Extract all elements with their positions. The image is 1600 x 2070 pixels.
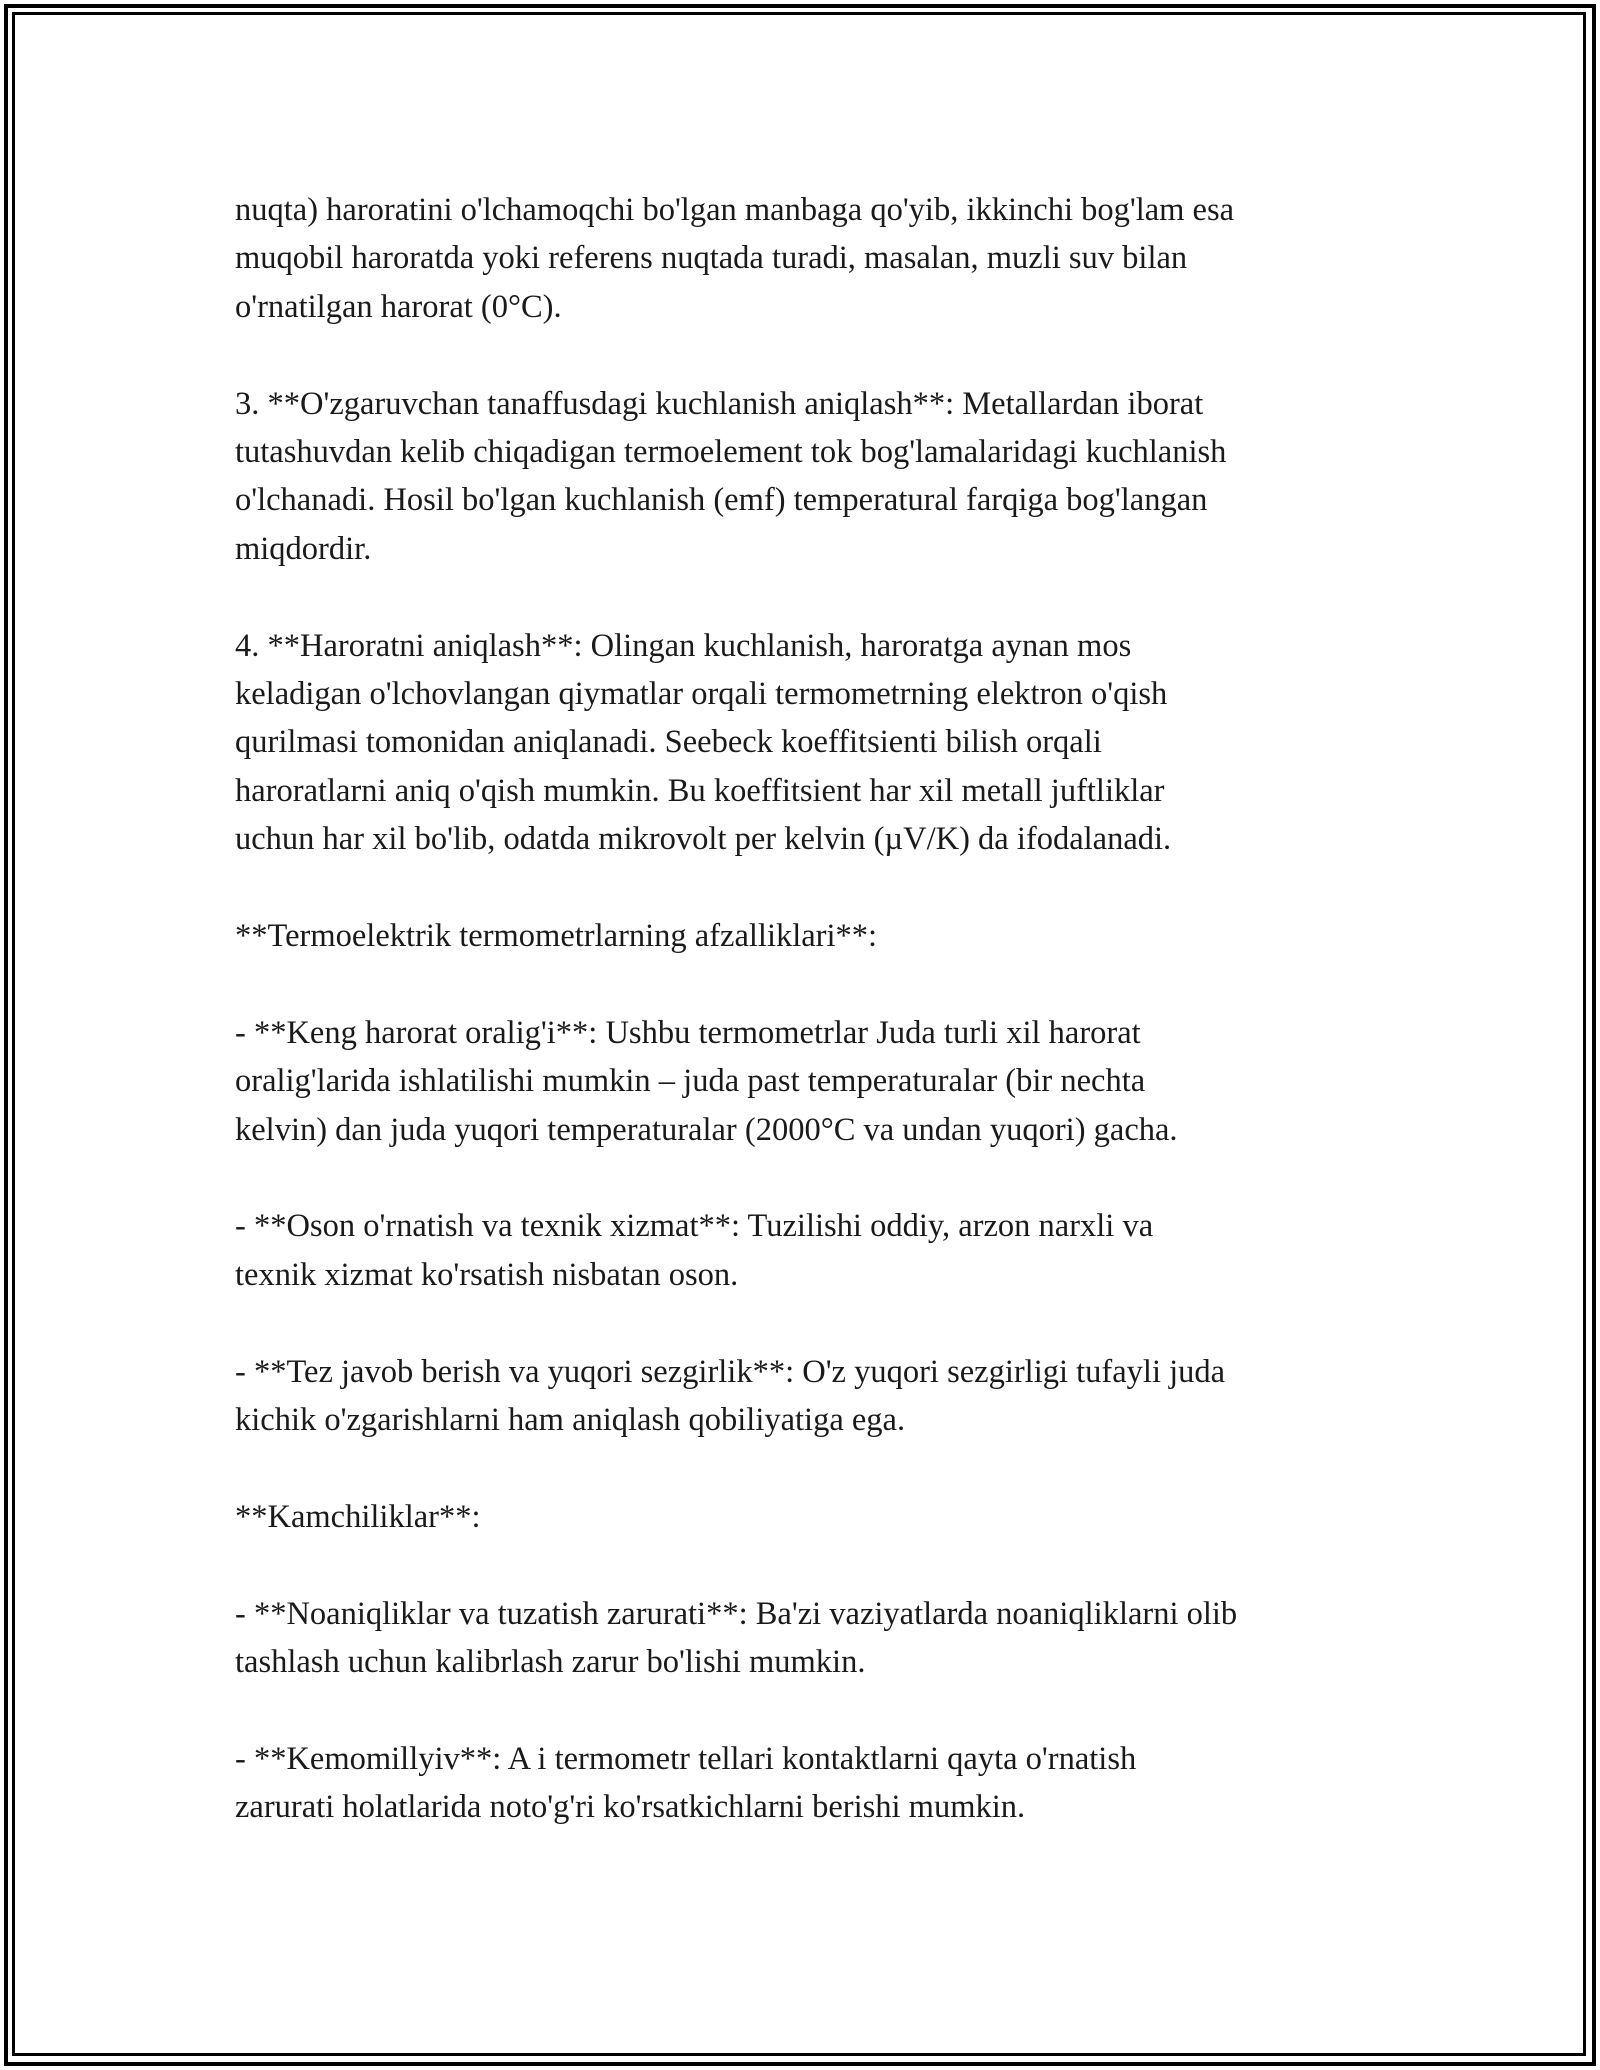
list-item-inaccuracies: - **Noaniqliklar va tuzatish zarurati**: Ba'zi vaziyatlarda noaniqliklarni olib tashlash uchun kalibrlash zarur bo'lishi mumkin. — [235, 1595, 1238, 1681]
heading-advantages: **Termoelektrik termometrlarning afzalliklari**: — [235, 918, 878, 955]
paragraph-reference-junction: nuqta) haroratini o'lchamoqchi bo'lgan manbaga qo'yib, ikkinchi bog'lam esa muqobil haroratda yoki referens nuqtada turadi, masalan, muzli suv bilan o'rnatilgan harorat (0°C). — [235, 192, 1235, 325]
list-item-wide-range: - **Keng harorat oralig'i**: Ushbu termometrlar Juda turli xil harorat oralig'larida ishlatilishi mumkin – juda past temperaturalar (bir nechta kelvin) dan juda yuqori temperaturalar (2000°C va undan yuqori) gacha. — [235, 1014, 1178, 1148]
list-item-kemomillyiv: - **Kemomillyiv**: A i termometr tellari kontaktlarni qayta o'rnatish zarurati holatlarida noto'g'ri ko'rsatkichlarni berishi mumkin. — [235, 1740, 1137, 1826]
document-body — [235, 186, 1385, 1880]
list-item-fast-response: - **Tez javob berish va yuqori sezgirlik**: O'z yuqori sezgirligi tufayli juda kichik o'zgarishlarni ham aniqlash qobiliyatiga ega. — [235, 1353, 1226, 1439]
list-item-easy-install: - **Oson o'rnatish va texnik xizmat**: Tuzilishi oddiy, arzon narxli va texnik xizmat ko'rsatish nisbatan oson. — [235, 1208, 1154, 1293]
paragraph-step-3-voltage: 3. **O'zgaruvchan tanaffusdagi kuchlanish aniqlash**: Metallardan iborat tutashuvdan kelib chiqadigan termoelement tok bog'lamalaridagi kuchlanish o'lchanadi. Hosil bo'lgan kuchlanish (emf) temperatural farqiga bog'langan miqdordir. — [235, 385, 1227, 567]
heading-disadvantages: **Kamchiliklar**: — [235, 1498, 481, 1535]
paragraph-step-4-temperature: 4. **Haroratni aniqlash**: Olingan kuchlanish, haroratga aynan mos keladigan o'lchovlangan qiymatlar orqali termometrning elektron o'qish qurilmasi tomonidan aniqlanadi. Seebeck koeffitsienti bilish orqali haroratlarni aniq o'qish mumkin. Bu koeffitsient har xil metall juftliklar uchun har xil bo'lib, odatda mikrovolt per kelvin (µV/K) da ifodalanadi. — [235, 627, 1172, 858]
